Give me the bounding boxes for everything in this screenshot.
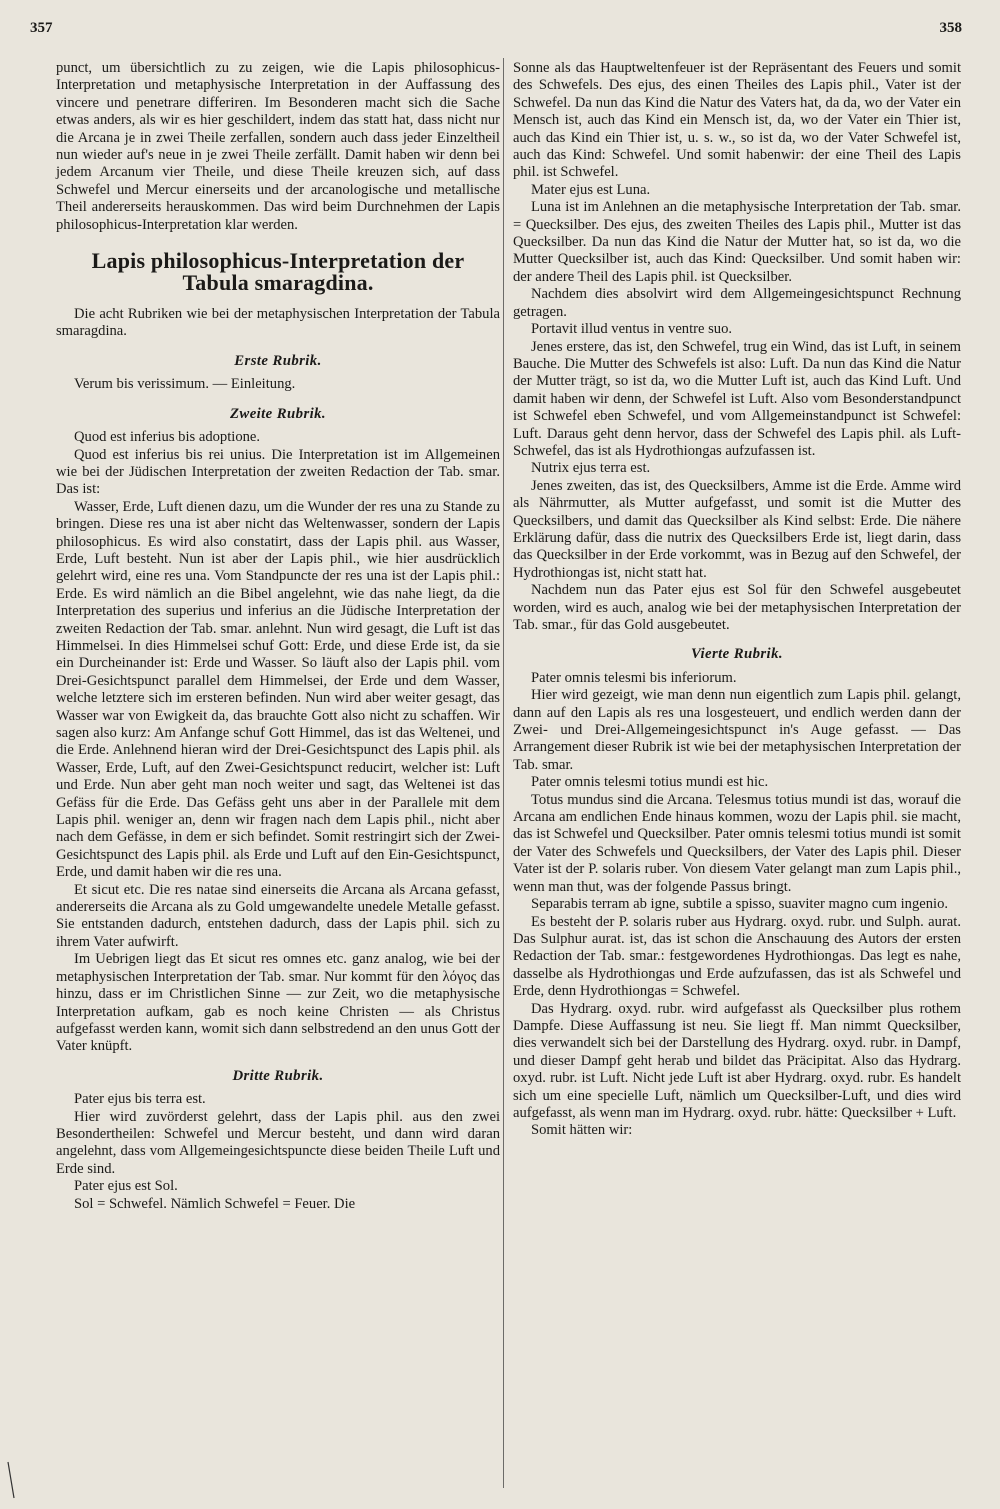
paragraph: Portavit illud ventus in ventre suo.	[531, 321, 733, 338]
paragraph: Luna ist im Anlehnen an die metaphysische Interpretation der Tab. smar. = Quecksilber. Des ejus, des zweiten Theiles des Lapis phil., Mutter ist das Quecksilber. Da nun das Kind die Natur der Mutter hat, so ist da, wo die Mutter Quecksilber ist, auch das Kind: Quecksilber. Und somit haben wir: der andere Theil des Lapis phil. ist Quecksilber.	[513, 199, 961, 285]
paragraph: Quod est inferius bis adoptione.	[74, 429, 261, 446]
paragraph: Quod est inferius bis rei unius. Die Interpretation ist im Allgemeinen wie bei der Jüdischen Interpretation der zweiten Redaction der Tab. smar. Das ist:	[56, 446, 500, 498]
rubric-heading: Erste Rubrik.	[234, 352, 322, 369]
page-number-left: 357	[30, 20, 53, 36]
paragraph: Sol = Schwefel. Nämlich Schwefel = Feuer. Die	[74, 1195, 356, 1212]
paragraph: Im Uebrigen liegt das Et sicut res omnes etc. ganz analog, wie bei der metaphysischen Interpretation der Tab. smar. Nur kommt für den λόγος das hinzu, dass er im Christlichen Sinne — zur Zeit, wo die metaphysische Interpretation aufkam, gab es noch keine Christen — als Christus aufgefasst werden kann, womit sich dann selbstredend an den unus Gott der Vater knüpft.	[56, 951, 500, 1055]
paragraph: Hier wird gezeigt, wie man denn nun eigentlich zum Lapis phil. gelangt, dann auf den Lapis als res una losgesteuert, und endlich werden dann der Zwei- und Drei-Allgemeingesichtspunct in's Auge gefasst. — Das Arrangement dieser Rubrik ist wie bei der metaphysischen Interpretation der Tab. smar.	[513, 687, 961, 773]
page-number-right: 358	[939, 20, 962, 36]
paragraph: Das Hydrarg. oxyd. rubr. wird aufgefasst als Quecksilber plus rothem Dampfe. Diese Auffassung ist neu. Sie liegt ff. Man nimmt Quecksilber, dies verwandelt sich bei der Darstellung des Hydrarg. oxyd. rubr. in Dampf, und dieser Dampf geht herab und bildet das Präcipitat. Also das Hydrarg. oxyd. rubr. ist Luft. Nicht jede Luft ist aber Hydrarg. oxyd. rubr. Es handelt sich um eine specielle Luft, nämlich um Quecksilber-Luft, und dies wird aufgefasst, als wenn man im Hydrarg. oxyd. rubr. hätte: Quecksilber + Luft.	[513, 1000, 961, 1121]
paragraph: Pater ejus est Sol.	[74, 1178, 178, 1195]
paragraph: Die acht Rubriken wie bei der metaphysischen Interpretation der Tabula smaragdina.	[56, 306, 500, 340]
paragraph: Pater ejus bis terra est.	[74, 1091, 206, 1108]
paragraph: Jenes zweiten, das ist, des Quecksilbers, Amme ist die Erde. Amme wird als Nährmutter, als Mutter aufgefasst, und somit ist die Mutter des Quecksilbers, und damit das Quecksilber als Kind selbst: Erde. Die nähere Erklärung dafür, dass die nutrix des Quecksilbers Erde ist, liegt darin, dass das Quecksilber in der Erde vorkommt, was in Bezug auf den Schwefel, der Hydrothiongas ist, nicht statt hat.	[513, 477, 961, 581]
left-column	[56, 60, 500, 1213]
paragraph: Verum bis verissimum. — Einleitung.	[74, 376, 296, 393]
right-column	[513, 60, 961, 1140]
paragraph: Totus mundus sind die Arcana. Telesmus totius mundi ist das, worauf die Arcana am endlichen Ende hinaus kommen, wozu der Lapis phil. sie macht, das ist Schwefel und Quecksilber. Pater omnis telesmi totius mundi ist somit der Vater des Schwefels und Quecksilbers, der Vater des Lapis phil. Dieser Vater ist der P. solaris ruber. Von diesem Vater gelangt man zum Lapis phil., wenn man thut, was der folgende Passus bringt.	[513, 791, 961, 895]
paragraph: Jenes erstere, das ist, den Schwefel, trug ein Wind, das ist Luft, in seinem Bauche. Die Mutter des Schwefels ist also: Luft. Da nun das Kind die Natur der Mutter trägt, so ist da, wo die Mutter Luft ist, auch das Kind Luft. Und damit haben wir denn, der Schwefel ist Luft. Also vom Besonderstandpunct ist Schwefel eben Schwefel, und vom Allgemeinstandpunct ist Schwefel: Luft. Daraus geht denn hervor, dass der Schwefel des Lapis phil. als Luft-Schwefel, das ist als Hydrothiongas aufzufassen ist.	[513, 338, 961, 459]
paragraph: Separabis terram ab igne, subtile a spisso, suaviter magno cum ingenio.	[531, 896, 949, 913]
paragraph: Hier wird zuvörderst gelehrt, dass der Lapis phil. aus den zwei Besondertheilen: Schwefel und Mercur besteht, und dann wird daran angelehnt, dass vom Allgemeingesichtspuncte diese beiden Theile Luft und Erde sind.	[56, 1108, 500, 1177]
paragraph: Somit hätten wir:	[531, 1122, 633, 1139]
rubric-heading: Vierte Rubrik.	[691, 646, 783, 663]
rubric-heading: Zweite Rubrik.	[229, 405, 327, 422]
paragraph: Es besteht der P. solaris ruber aus Hydrarg. oxyd. rubr. und Sulph. aurat. Das Sulphur aurat. ist, das ist schon die Anschauung des Autors der ersten Redaction der Tab. smar.: festgewordenes Hydrothiongas. Das legt es nahe, dasselbe als Hydrothiongas und Erde aufzufassen, das ist als Schwefel und Erde, denn Hydrothiongas = Schwefel.	[513, 913, 961, 1000]
paragraph: Nutrix ejus terra est.	[531, 460, 651, 477]
paragraph: punct, um übersichtlich zu zu zeigen, wie die Lapis philosophicus-Interpretation und metaphysische Interpretation in der Auffassung des vincere und penetrare differiren. Im Besonderen macht sich die Sache etwas anders, als wir es hier geschildert, indem das statt hat, dass nicht nur die Arcana je in zwei Theile zerfallen, sondern auch dass jeder Einzeltheil nun wieder auf's neue in je zwei Theile zerfällt. Damit haben wir denn bei jedem Arcanum vier Theile, und diese Theile kreuzen sich, auf dass Schwefel und Mercur einerseits und der arcanologische und metallische Theil andererseits herauskommen. Das wird beim Durchnehmen der Lapis philosophicus-Interpretation klar werden.	[56, 60, 500, 233]
paragraph: Pater omnis telesmi totius mundi est hic.	[531, 774, 769, 791]
paragraph: Nachdem dies absolvirt wird dem Allgemeingesichtspunct Rechnung getragen.	[513, 286, 961, 320]
paragraph: Sonne als das Hauptweltenfeuer ist der Repräsentant des Feuers und somit des Schwefels. Des ejus, des einen Theiles des Lapis phil., Vater ist der Schwefel. Da nun das Kind die Natur des Vaters hat, da da, wo der Vater ein Mensch ist, auch das Kind ein Mensch ist, da, wo der Vater ein Thier ist, auch das Kind ein Thier ist, u. s. w., so ist da, wo der Vater Schwefel ist, auch das Kind: Schwefel. Und somit habenwir: der eine Theil des Lapis phil. ist Schwefel.	[513, 60, 961, 181]
paragraph: Pater omnis telesmi bis inferiorum.	[531, 669, 737, 686]
paragraph: Mater ejus est Luna.	[531, 181, 651, 198]
rubric-heading: Dritte Rubrik.	[232, 1067, 324, 1084]
paragraph: Nachdem nun das Pater ejus est Sol für den Schwefel ausgebeutet worden, wird es auch, analog wie bei der metaphysischen Interpretation der Tab. smar., für das Gold ausgebeutet.	[513, 582, 961, 633]
margin-pencil-mark	[6, 1460, 18, 1500]
paragraph: Wasser, Erde, Luft dienen dazu, um die Wunder der res una zu Stande zu bringen. Diese res una ist aber nicht das Weltenwasser, sondern der Lapis philosophicus. Es wird also constatirt, dass der Lapis phil. aus Wasser, Erde, Luft besteht. Nun ist aber der Lapis phil., wie hier ausdrücklich gelehrt wird, eine res una. Vom Standpuncte der res una ist der Lapis phil.: Erde. Es wird nämlich an die Bibel angelehnt, wie das nahe liegt, da die Interpretation des superius und inferius an die Jüdische Interpretation der zweiten Redaction der Tab. smar. anlehnt. Nun wird gesagt, die Luft ist das Himmelsei. In dies Himmelsei schuf Gott: Erde, und diese Erde ist, da sie ein Durcheinander ist: Erde und Wasser. So läuft also der Lapis phil. vom Drei-Gesichtspunct parallel dem Himmelsei, der Erde und dem Wasser, welche letztere sich im ersteren befinden. Nun wird aber weiter gesagt, das Wasser war von Ewigkeit da, das brauchte Gott also nicht zu schaffen. Wir sagen also kurz: Am Anfange schuf Gott Himmel, das ist das Weltenei, und die Erde. Anlehnend hieran wird der Drei-Gesichtspunct des Lapis phil. als Wasser, Erde, Luft, auf den Zwei-Gesichtspunct reducirt, welcher ist: Luft und Erde. Nun aber geht man noch weiter und sagt, das Weltenei ist das Gefäss für die Erde. Das Gefäss geht uns aber in der Parallele mit dem Lapis phil. weniger an, denn wir fragen nach dem Lapis phil., nicht aber nach dem Gefässe, in dem er sich befindet. Somit restringirt sich der Zwei-Gesichtspunct des Lapis phil. als Erde und Luft auf den Ein-Gesichtspunct, Erde, und damit haben wir die res una.	[56, 498, 500, 881]
section-heading: Lapis philosophicus-Interpretation der Tabula smaragdina.	[91, 248, 465, 296]
paragraph: Et sicut etc. Die res natae sind einerseits die Arcana als Arcana gefasst, andererseits die Arcana als zu Gold umgewandelte unedele Metalle gefasst. Sie entstanden dadurch, entstehen dadurch, dass der Lapis phil. sich zu ihrem Vater aufwirft.	[56, 881, 500, 950]
column-divider	[503, 58, 504, 1488]
